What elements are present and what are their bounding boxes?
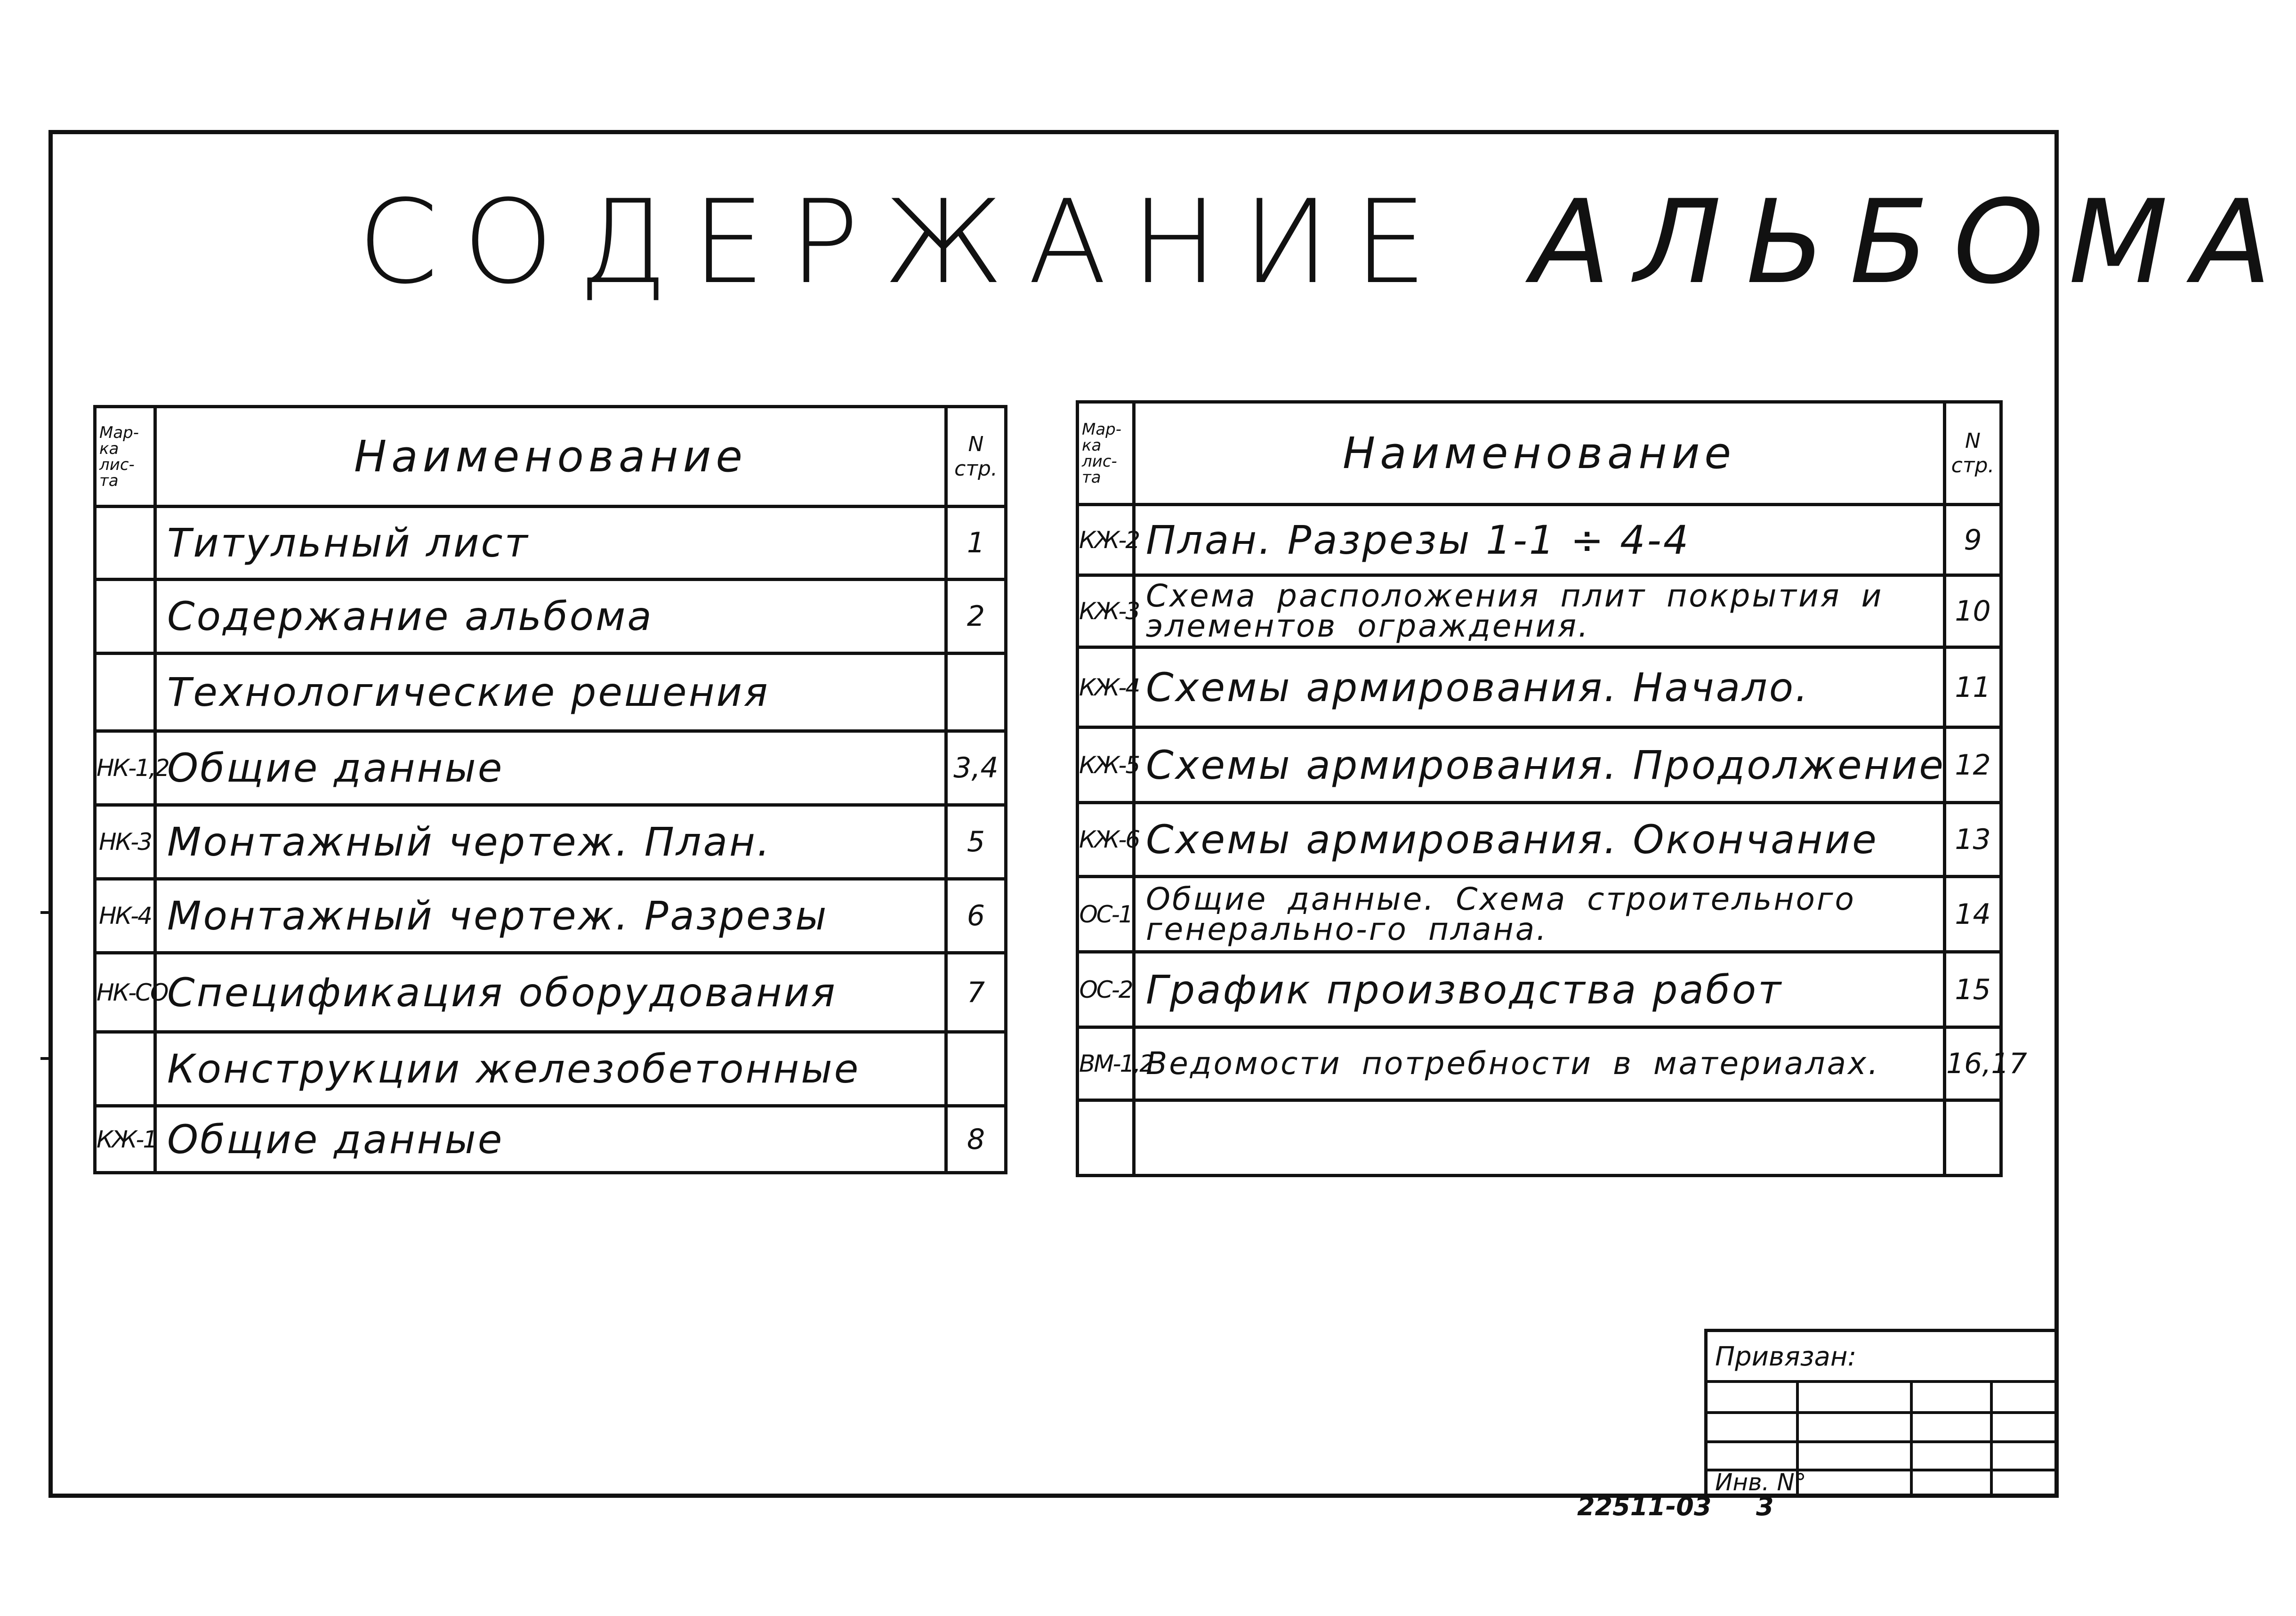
page-number-cell: 6 — [946, 879, 1006, 953]
left-contents-table — [93, 405, 1007, 1174]
sheet-mark-cell: КЖ-3 — [1078, 575, 1134, 647]
page-number-cell: 13 — [1945, 803, 2001, 877]
stamp-rule — [1708, 1411, 2055, 1414]
sheet-mark-cell: ОС-2 — [1078, 952, 1134, 1027]
sheet-mark-cell — [95, 654, 155, 731]
sheet-mark-cell: НК-3 — [95, 805, 155, 879]
sheet-mark-cell: КЖ-6 — [1078, 803, 1134, 877]
margin-tick — [40, 1057, 53, 1060]
sheet-mark-cell: НК-4 — [95, 879, 155, 953]
stamp-divider — [1990, 1380, 1993, 1495]
sheet-mark-cell — [1078, 1100, 1134, 1176]
sheet-name-cell: Схема расположения плит покрытия и элементов ограждения. — [1134, 575, 1945, 647]
sheet-name-cell — [1134, 1100, 1945, 1176]
sheet-mark-cell: КЖ-4 — [1078, 647, 1134, 727]
table-row — [1078, 877, 2001, 952]
sheet-mark-cell: ВМ-1,2 — [1078, 1027, 1134, 1100]
page-number-cell — [946, 1032, 1006, 1106]
page-number-cell: 1 — [946, 507, 1006, 580]
bound-label: Привязан: — [1715, 1341, 1857, 1372]
sheet-name-cell: Схемы армирования. Окончание — [1134, 803, 1945, 877]
sheet-name-cell: Общие данные — [155, 1106, 946, 1173]
album-contents-title — [358, 175, 2296, 309]
header-mark: Мар-ка лис-та — [1078, 402, 1134, 505]
document-code: 22511-03 — [1577, 1492, 1712, 1521]
sheet-mark-cell — [95, 507, 155, 580]
table-row — [95, 580, 1006, 654]
right-contents-table — [1076, 400, 2027, 1177]
title-word-2: АЛЬБОМА — [1531, 175, 2296, 309]
page-number-cell: 2 — [946, 580, 1006, 654]
table-row — [1078, 952, 2001, 1027]
sheet-name-cell: План. Разрезы 1-1 ÷ 4-4 — [1134, 505, 1945, 575]
page-number-cell: 14 — [1945, 877, 2001, 952]
table-row — [1078, 1027, 2001, 1100]
header-name: Наименование — [155, 407, 946, 507]
page-number-cell: 8 — [946, 1106, 1006, 1173]
sheet-mark-cell — [95, 1032, 155, 1106]
sheet-name-cell: Схемы армирования. Начало. — [1134, 647, 1945, 727]
page-number-cell — [946, 654, 1006, 731]
sheet-mark-cell: КЖ-1 — [95, 1106, 155, 1173]
sheet-name-cell: Титульный лист — [155, 507, 946, 580]
table-row — [1078, 575, 2001, 647]
header-page: N стр. — [1945, 402, 2001, 505]
table-row — [1078, 803, 2001, 877]
sheet-mark-cell: НК-1,2 — [95, 731, 155, 805]
sheet-name-cell: Конструкции железобетонные — [155, 1032, 946, 1106]
page-number-cell: 7 — [946, 953, 1006, 1032]
page-number-cell: 10 — [1945, 575, 2001, 647]
header-name: Наименование — [1134, 402, 1945, 505]
stamp-divider — [1910, 1380, 1913, 1495]
sheet-name-cell: Ведомости потребности в материалах. — [1134, 1027, 1945, 1100]
page-number-cell — [1945, 1100, 2001, 1176]
binding-stamp — [1704, 1329, 2059, 1498]
page-number-cell: 16,17 — [1945, 1027, 2001, 1100]
sheet-name-cell: Монтажный чертеж. Разрезы — [155, 879, 946, 953]
table-row — [95, 1106, 1006, 1173]
table-row — [95, 654, 1006, 731]
page-number-cell: 15 — [1945, 952, 2001, 1027]
table-row — [95, 805, 1006, 879]
table-row — [1078, 505, 2001, 575]
inventory-label: Инв. N° — [1715, 1469, 1806, 1496]
sheet-name-cell: Монтажный чертеж. План. — [155, 805, 946, 879]
table-header-row — [95, 407, 1006, 507]
sheet-number: 3 — [1756, 1492, 1774, 1521]
header-page: N стр. — [946, 407, 1006, 507]
table-row — [1078, 727, 2001, 803]
sheet-mark-cell: КЖ-5 — [1078, 727, 1134, 803]
sheet-mark-cell: КЖ-2 — [1078, 505, 1134, 575]
table-row — [95, 507, 1006, 580]
table-row — [95, 731, 1006, 805]
title-word-1: СОДЕРЖАНИЕ — [358, 175, 1451, 309]
table-row — [1078, 1100, 2001, 1176]
sheet-name-cell: Технологические решения — [155, 654, 946, 731]
sheet-name-cell: Спецификация оборудования — [155, 953, 946, 1032]
table-header-row — [1078, 402, 2001, 505]
page-number-cell: 3,4 — [946, 731, 1006, 805]
sheet-mark-cell — [95, 580, 155, 654]
table-row — [1078, 647, 2001, 727]
margin-tick — [40, 911, 53, 914]
sheet-name-cell: Содержание альбома — [155, 580, 946, 654]
stamp-rule — [1708, 1380, 2055, 1383]
sheet-name-cell: График производства работ — [1134, 952, 1945, 1027]
page-number-cell: 11 — [1945, 647, 2001, 727]
stamp-rule — [1708, 1440, 2055, 1443]
page-number-cell: 9 — [1945, 505, 2001, 575]
sheet-mark-cell: НК-СО — [95, 953, 155, 1032]
sheet-name-cell: Схемы армирования. Продолжение — [1134, 727, 1945, 803]
table-row — [95, 879, 1006, 953]
header-mark: Мар-ка лис-та — [95, 407, 155, 507]
sheet-name-cell: Общие данные — [155, 731, 946, 805]
page-number-cell: 5 — [946, 805, 1006, 879]
table-row — [95, 953, 1006, 1032]
sheet-mark-cell: ОС-1 — [1078, 877, 1134, 952]
table-row — [95, 1032, 1006, 1106]
page-number-cell: 12 — [1945, 727, 2001, 803]
sheet-name-cell: Общие данные. Схема строительного генерально-го плана. — [1134, 877, 1945, 952]
